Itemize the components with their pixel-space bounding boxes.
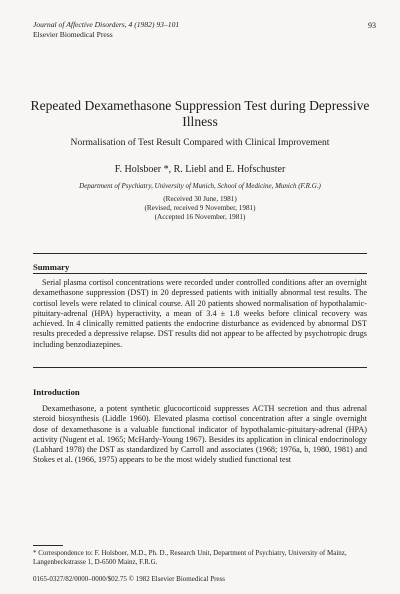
summary-bottom-rule <box>33 367 367 368</box>
revised-date: (Revised, received 9 November, 1981) <box>144 204 256 213</box>
page-number: 93 <box>368 21 376 30</box>
journal-citation: Journal of Affective Disorders, 4 (1982) 93–101 <box>33 20 180 29</box>
summary-text: Serial plasma cortisol concentrations were recorded under controlled conditions after an overnight dexamethasone suppression (DST) in 20 depressed patients with initially abnormal test results. The cortisol levels were related to clinical course. All 20 patients showed normalisation of hypothalamic-pituitary-adrenal (HPA) hyperactivity, a mean of 3.4 ± 1.8 weeks before clinical recovery was achieved. In 4 clinically remitted patients the endocrine disturbance as evidenced by abnormal DST results preceded a depressive relapse. DST results did not appear to be affected by psychotropic drugs including benzodiazepines. <box>33 278 367 349</box>
footnote-rule <box>33 545 63 546</box>
publication-dates <box>20 195 380 223</box>
article-title: Repeated Dexamethasone Suppression Test during Depressive Illness <box>30 98 370 129</box>
introduction-text: Dexamethasone, a potent synthetic glucocorticoid suppresses ACTH secretion and thus adrenal steroid biosynthesis (Liddle 1960). Elevated plasma cortisol concentration after a single overnight dose of dexamethasone is a valuable functional indicator of hypothalamic-pituitary-adrenal (HPA) activity (Nugent et al. 1965; McHardy-Young 1967). Besides its application in clinical endocrinology (Labhard 1978) the DST as standardized by Carroll and associates (1968; 1976a, b, 1980, 1981) and Stokes et al. (1966, 1975) appears to be the most widely studied functional test <box>33 404 367 465</box>
author-list: F. Holsboer *, R. Liebl and E. Hofschuster <box>114 164 286 175</box>
summary-heading: Summary <box>33 262 70 272</box>
introduction-heading: Introduction <box>33 387 80 397</box>
summary-top-rule <box>33 253 367 254</box>
article-subtitle: Normalisation of Test Result Compared with Clinical Improvement <box>70 137 330 148</box>
accepted-date: (Accepted 16 November, 1981) <box>154 213 246 222</box>
received-date: (Received 30 June, 1981) <box>163 195 237 203</box>
author-affiliation: Department of Psychiatry, University of Munich, School of Medicine, Munich (F.R.G.) <box>79 182 321 190</box>
correspondence-footnote: * Correspondence to: F. Holsboer, M.D., Ph. D., Research Unit, Department of Psychiatry, University of Mainz, Langenbeckstrasse 1, D-6500 Mainz, F.R.G. <box>33 549 347 566</box>
summary-heading-rule <box>33 273 367 274</box>
copyright-line: 0165-0327/82/0000–0000/$02.75 © 1982 Elsevier Biomedical Press <box>33 575 225 583</box>
publisher-name: Elsevier Biomedical Press <box>33 30 113 39</box>
